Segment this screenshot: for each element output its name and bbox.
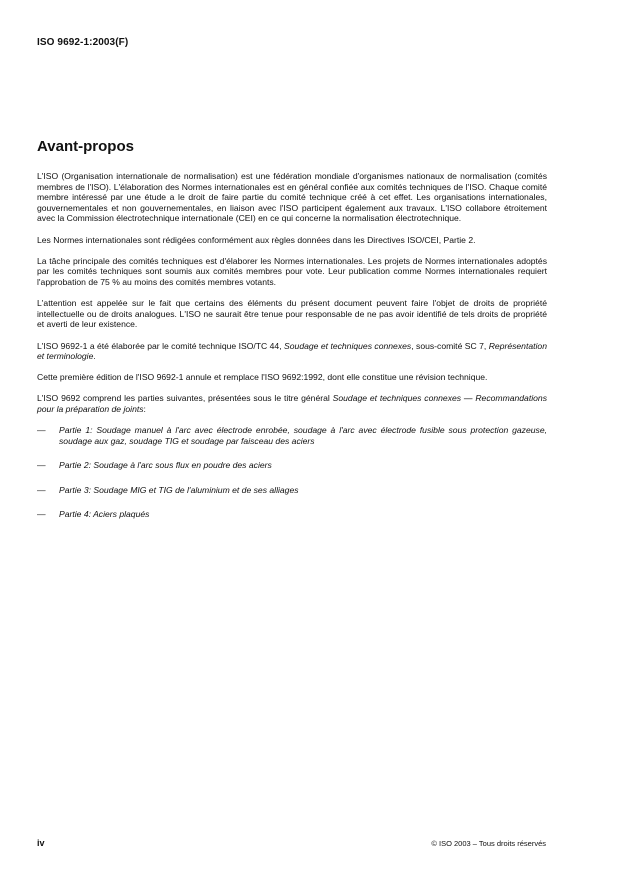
em-dash: — bbox=[37, 484, 46, 495]
committee-title: Soudage et techniques connexes bbox=[284, 340, 412, 351]
paragraph-patent-rights: L'attention est appelée sur le fait que certains des éléments du présent document peuvent faire l'objet de droits de propriété intellectuelle ou de droits analogues. L'ISO ne saurait être tenue pour responsable de ne pas avoir identifié de tels droits de propriété et averti de leur existence. bbox=[37, 298, 547, 330]
foreword-body bbox=[37, 171, 547, 533]
paragraph-parts-intro bbox=[37, 393, 547, 414]
part-title: Partie 4: Aciers plaqués bbox=[59, 509, 150, 520]
part-title: Partie 2: Soudage à l'arc sous flux en poudre des aciers bbox=[59, 460, 272, 471]
paragraph-edition: Cette première édition de l'ISO 9692-1 annule et remplace l'ISO 9692:1992, dont elle constitue une révision technique. bbox=[37, 372, 488, 383]
paragraph-directives: Les Normes internationales sont rédigées conformément aux règles données dans les Directives ISO/CEI, Partie 2. bbox=[37, 234, 476, 245]
page-title: Avant-propos bbox=[37, 138, 134, 155]
em-dash: — bbox=[37, 509, 46, 520]
page-number: iv bbox=[37, 838, 45, 848]
general-title: Soudage et techniques connexes — Recommandations pour la préparation de joints bbox=[37, 393, 547, 415]
em-dash: — bbox=[37, 460, 46, 471]
copyright-notice: © ISO 2003 – Tous droits réservés bbox=[431, 839, 546, 848]
prepared-by-text: L'ISO 9692-1 a été élaborée par le comité technique ISO/TC 44, bbox=[37, 340, 285, 351]
document-id: ISO 9692-1:2003(F) bbox=[37, 37, 129, 48]
list-item-part-1 bbox=[37, 425, 547, 446]
list-item-part-4 bbox=[37, 509, 547, 520]
paragraph-iso-organisation: L'ISO (Organisation internationale de normalisation) est une fédération mondiale d'organismes nationaux de normalisation (comités membres de l'ISO). L'élaboration des Normes internationales est en général confiée aux comités techniques de l'ISO. Chaque comité membre intéressé par une étude a le droit de faire partie du comité technique créé à cet effet. Les organisations internationales, gouvernementales et non gouvernementales, en liaison avec l'ISO participent également aux travaux. L'ISO collabore étroitement avec la Commission électrotechnique internationale (CEI) en ce qui concerne la normalisation électrotechnique. bbox=[37, 171, 547, 224]
subcommittee-title: Représentation et terminologie bbox=[37, 340, 547, 362]
subcommittee-text: , sous-comité SC 7, bbox=[411, 340, 489, 351]
part-title: Partie 1: Soudage manuel à l'arc avec électrode enrobée, soudage à l'arc avec électrode fusible sous protection gazeuse, soudage aux gaz, soudage TIG et soudage par faisceau des aciers bbox=[59, 425, 547, 446]
list-item-part-2 bbox=[37, 460, 547, 471]
paragraph-technical-committees: La tâche principale des comités techniques est d'élaborer les Normes internationales. Les projets de Normes internationales adoptés par les comités techniques sont soumis aux comités membres pour vote. Leur publication comme Normes internationales requiert l'approbation de 75 % au moins des comités membres votants. bbox=[37, 255, 547, 287]
parts-intro-end: : bbox=[143, 404, 146, 415]
sentence-end: . bbox=[93, 351, 96, 362]
list-item-part-3 bbox=[37, 485, 547, 496]
paragraph-prepared-by bbox=[37, 341, 547, 362]
part-title: Partie 3: Soudage MIG et TIG de l'aluminium et de ses alliages bbox=[59, 484, 299, 495]
em-dash: — bbox=[37, 425, 46, 436]
parts-intro-text: L'ISO 9692 comprend les parties suivantes, présentées sous le titre général bbox=[37, 393, 333, 404]
